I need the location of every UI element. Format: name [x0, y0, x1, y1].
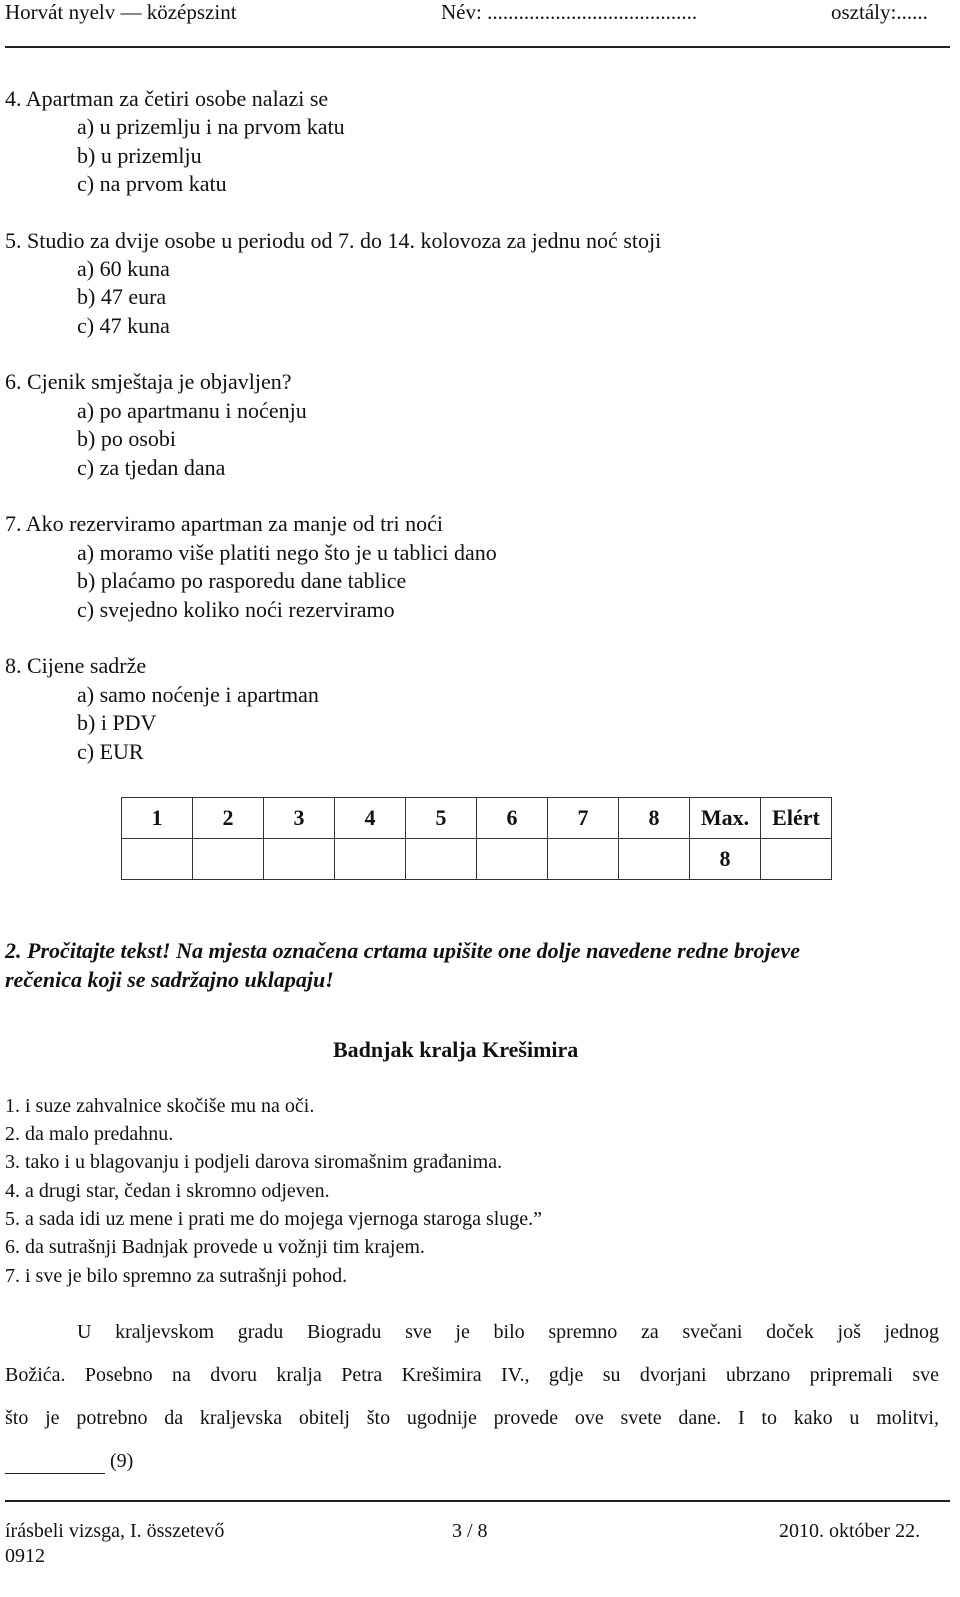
task2-instruction-line1: 2. Pročitajte tekst! Na mjesta označena crtama upišite one dolje navedene redne brojeve	[5, 938, 800, 963]
question-stem: 8. Cijene sadrže	[5, 653, 147, 678]
answer-option: c) na prvom katu	[77, 171, 227, 196]
score-header-max: Max.	[690, 798, 761, 839]
answer-option: a) samo noćenje i apartman	[77, 682, 319, 707]
score-achieved-cell[interactable]	[761, 839, 832, 880]
score-table	[121, 797, 832, 880]
sentence-item: 4. a drugi star, čedan i skromno odjeven.	[5, 1180, 330, 1202]
score-cell-8[interactable]	[619, 839, 690, 880]
answer-option: c) za tjedan dana	[77, 455, 226, 480]
blank-number-label: (9)	[110, 1450, 134, 1472]
answer-option: a) po apartmanu i noćenju	[77, 398, 307, 423]
answer-blank-9[interactable]	[5, 1473, 105, 1474]
score-cell-3[interactable]	[264, 839, 335, 880]
header-class-field: osztály:......	[831, 0, 928, 24]
score-value-row	[122, 839, 832, 880]
score-cell-6[interactable]	[477, 839, 548, 880]
sentence-item: 1. i suze zahvalnice skočiše mu na oči.	[5, 1095, 315, 1117]
sentence-item: 5. a sada idi uz mene i prati me do mojega vjernoga staroga sluge.”	[5, 1208, 543, 1230]
header-name-field: Név: ........................................	[441, 0, 698, 24]
question-stem: 6. Cjenik smještaja je objavljen?	[5, 369, 292, 394]
footer-page-number: 3 / 8	[452, 1520, 488, 1542]
question-stem: 7. Ako rezerviramo apartman za manje od tri noći	[5, 511, 443, 536]
answer-option: c) svejedno koliko noći rezerviramo	[77, 597, 395, 622]
score-header-cell: 4	[335, 798, 406, 839]
footer-exam: írásbeli vizsga, I. összetevő	[5, 1520, 225, 1542]
task2-instruction-line2: rečenica koji se sadržajno uklapaju!	[5, 967, 334, 992]
answer-option: a) moramo više platiti nego što je u tablici dano	[77, 540, 497, 565]
answer-option: b) i PDV	[77, 710, 157, 735]
answer-option: c) EUR	[77, 739, 144, 764]
header-rule	[5, 46, 950, 48]
score-header-cell: 6	[477, 798, 548, 839]
score-header-row	[122, 798, 832, 839]
score-cell-2[interactable]	[193, 839, 264, 880]
footer-code: 0912	[5, 1545, 45, 1567]
score-header-cell: 3	[264, 798, 335, 839]
score-header-cell: 2	[193, 798, 264, 839]
answer-option: a) u prizemlju i na prvom katu	[77, 114, 345, 139]
header-subject: Horvát nyelv — középszint	[5, 0, 237, 24]
question-stem: 4. Apartman za četiri osobe nalazi se	[5, 86, 329, 111]
score-cell-7[interactable]	[548, 839, 619, 880]
answer-option: b) 47 eura	[77, 284, 167, 309]
answer-option: b) po osobi	[77, 426, 176, 451]
footer-rule	[5, 1500, 950, 1502]
score-header-cell: 7	[548, 798, 619, 839]
paragraph-line: U kraljevskom gradu Biogradu sve je bilo spremno za svečani doček još jednog	[77, 1321, 939, 1343]
story-title: Badnjak kralja Krešimira	[333, 1037, 579, 1062]
paragraph-line: što je potrebno da kraljevska obitelj što ugodnije provede ove svete dane. I to kako u molitvi,	[5, 1407, 939, 1429]
score-max-value: 8	[690, 839, 761, 880]
answer-option: a) 60 kuna	[77, 256, 170, 281]
sentence-item: 2. da malo predahnu.	[5, 1123, 174, 1145]
score-header-cell: 1	[122, 798, 193, 839]
score-cell-4[interactable]	[335, 839, 406, 880]
question-stem: 5. Studio za dvije osobe u periodu od 7. do 14. kolovoza za jednu noć stoji	[5, 228, 662, 253]
score-cell-1[interactable]	[122, 839, 193, 880]
paragraph-line: Božića. Posebno na dvoru kralja Petra Krešimira IV., gdje su dvorjani ubrzano pripremali sve	[5, 1364, 939, 1386]
score-cell-5[interactable]	[406, 839, 477, 880]
score-header-cell: 5	[406, 798, 477, 839]
sentence-item: 6. da sutrašnji Badnjak provede u vožnji tim krajem.	[5, 1236, 425, 1258]
answer-option: b) plaćamo po rasporedu dane tablice	[77, 568, 407, 593]
footer-date: 2010. október 22.	[779, 1520, 921, 1542]
sentence-item: 3. tako i u blagovanju i podjeli darova siromašnim građanima.	[5, 1151, 503, 1173]
sentence-item: 7. i sve je bilo spremno za sutrašnji pohod.	[5, 1265, 348, 1287]
answer-option: b) u prizemlju	[77, 143, 202, 168]
score-header-achieved: Elért	[761, 798, 832, 839]
score-header-cell: 8	[619, 798, 690, 839]
answer-option: c) 47 kuna	[77, 313, 170, 338]
